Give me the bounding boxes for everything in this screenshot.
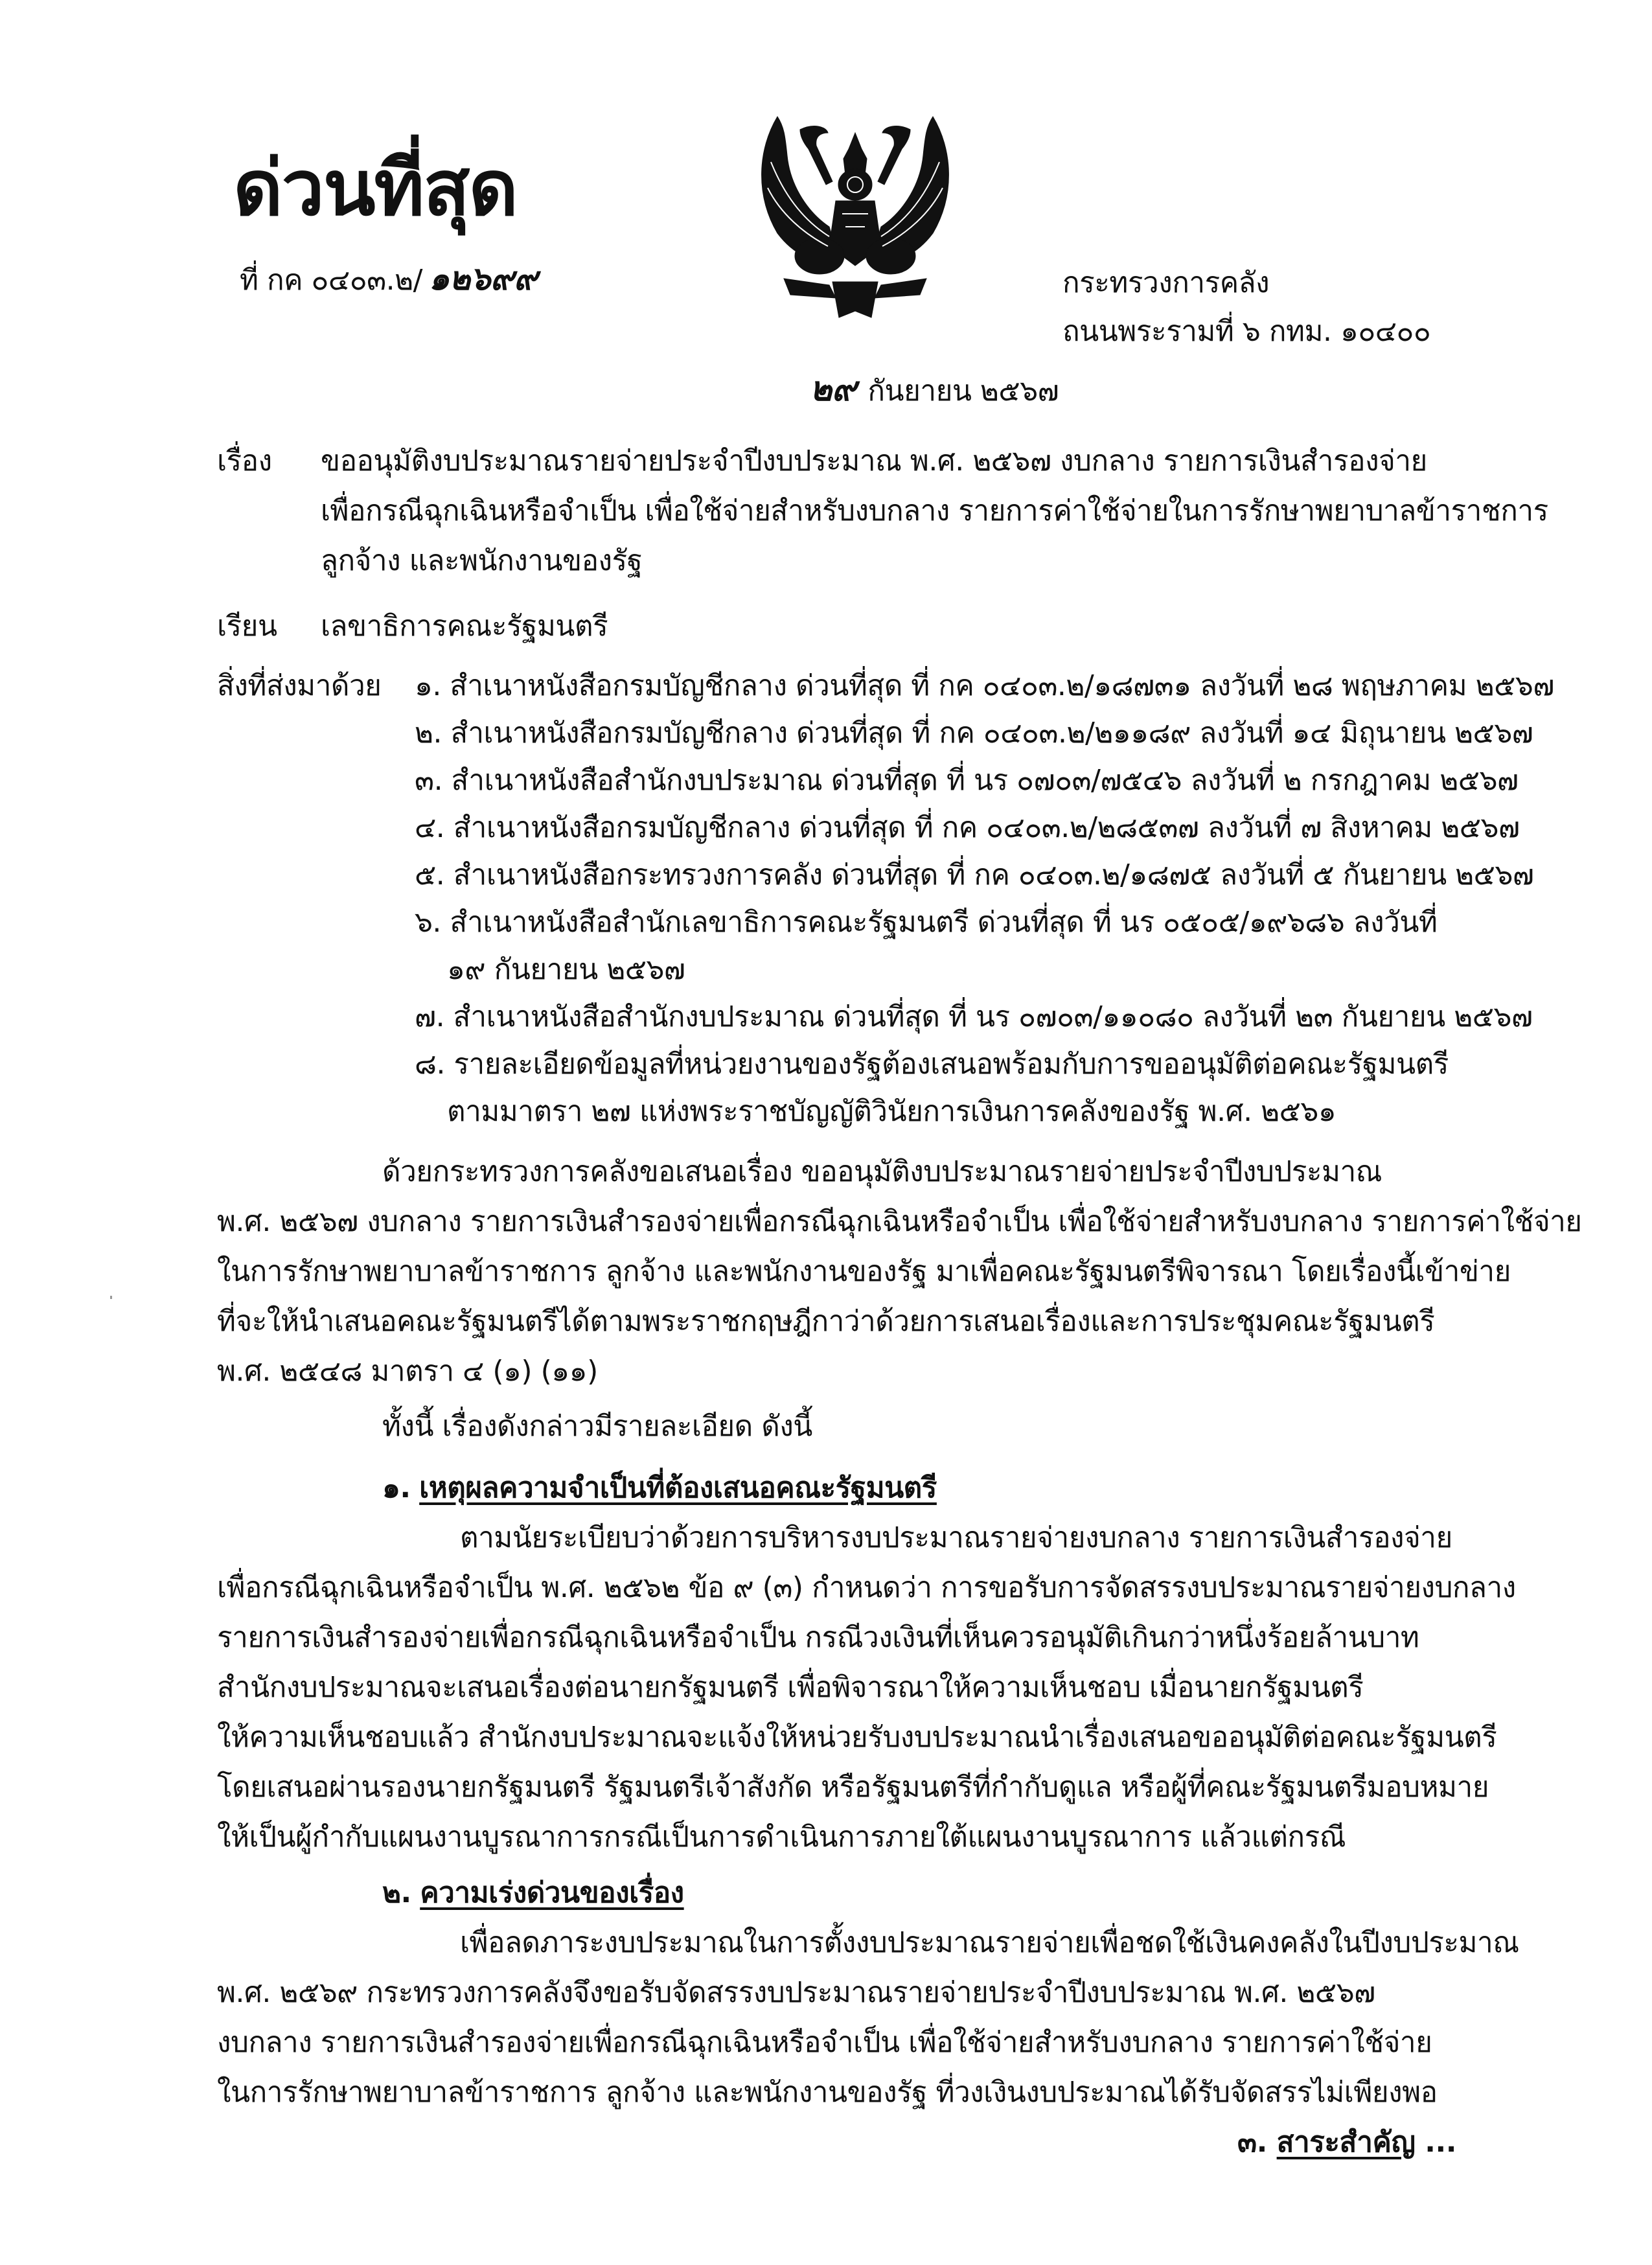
enclosures-label: สิ่งที่ส่งมาด้วย [217,669,382,702]
date-day-handwritten: ๒๙ [810,369,856,409]
enclosure-item: ๘. รายละเอียดข้อมูลที่หน่วยงานของรัฐต้องเสนอพร้อมกับการขออนุมัติต่อคณะรัฐมนตรี [415,1048,1449,1081]
intro-line: ที่จะให้นำเสนอคณะรัฐมนตรีได้ตามพระราชกฤษฎีกาว่าด้วยการเสนอเรื่องและการประชุมคณะรัฐมนตรี [217,1305,1435,1338]
section-number: ๒. [382,1876,411,1909]
reference-number [240,259,538,297]
next-page-indicator [1237,2128,1456,2157]
recipient-label: เรียน [217,610,277,643]
document-date [810,369,1059,409]
recipient-name: เลขาธิการคณะรัฐมนตรี [321,610,608,643]
section-2-line: พ.ศ. ๒๕๖๙ กระทรวงการคลังจึงขอรับจัดสรรงบประมาณรายจ่ายประจำปีงบประมาณ พ.ศ. ๒๕๖๗ [217,1976,1375,2009]
section-1-line: โดยเสนอผ่านรองนายกรัฐมนตรี รัฐมนตรีเจ้าสังกัด หรือรัฐมนตรีที่กำกับดูแล หรือผู้ที่คณะรัฐมนตรีมอบหมาย [217,1771,1489,1804]
subject-line: ลูกจ้าง และพนักงานของรัฐ [321,544,643,577]
section-2-heading [382,1876,684,1909]
enclosure-item: ๗. สำเนาหนังสือสำนักงบประมาณ ด่วนที่สุด ที่ นร ๐๗๐๓/๑๑๐๘๐ ลงวันที่ ๒๓ กันยายน ๒๕๖๗ [415,1000,1533,1033]
reference-number-handwritten: ๑๒๖๙๙ [428,259,538,297]
section-2-line: ในการรักษาพยาบาลข้าราชการ ลูกจ้าง และพนักงานของรัฐ ที่วงเงินงบประมาณได้รับจัดสรรไม่เพียงพอ [217,2076,1438,2109]
section-title: ความเร่งด่วนของเรื่อง [420,1876,684,1909]
subject-label: เรื่อง [217,444,272,477]
section-1-heading [382,1471,937,1504]
intro-line: ด้วยกระทรวงการคลังขอเสนอเรื่อง ขออนุมัติงบประมาณรายจ่ายประจำปีงบประมาณ [382,1155,1382,1188]
section-1-line: สำนักงบประมาณจะเสนอเรื่องต่อนายกรัฐมนตรี เพื่อพิจารณาให้ความเห็นชอบ เมื่อนายกรัฐมนตรี [217,1671,1364,1704]
subject-line: เพื่อกรณีฉุกเฉินหรือจำเป็น เพื่อใช้จ่ายสำหรับงบกลาง รายการค่าใช้จ่ายในการรักษาพยาบาลข้าราชการ [321,494,1548,527]
enclosure-item: ๖. สำเนาหนังสือสำนักเลขาธิการคณะรัฐมนตรี ด่วนที่สุด ที่ นร ๐๕๐๕/๑๙๖๘๖ ลงวันที่ [415,906,1438,939]
date-month-year: กันยายน ๒๕๖๗ [867,374,1059,408]
enclosure-item: ๔. สำเนาหนังสือกรมบัญชีกลาง ด่วนที่สุด ที่ กค ๐๔๐๓.๒/๒๘๕๓๗ ลงวันที่ ๗ สิงหาคม ๒๕๖๗ [415,811,1520,844]
intro-line: พ.ศ. ๒๕๖๗ งบกลาง รายการเงินสำรองจ่ายเพื่อกรณีฉุกเฉินหรือจำเป็น เพื่อใช้จ่ายสำหรับงบกลาง รายการค่าใช้จ่าย [217,1205,1582,1238]
reference-prefix: ที่ กค ๐๔๐๓.๒/ [240,264,422,297]
urgency-stamp: ด่วนที่สุด [233,143,517,233]
ministry-address: ถนนพระรามที่ ๖ กทม. ๑๐๔๐๐ [1062,315,1431,348]
intro-line: พ.ศ. ๒๕๔๘ มาตรา ๔ (๑) (๑๑) [217,1355,598,1388]
section-1-line: ตามนัยระเบียบว่าด้วยการบริหารงบประมาณรายจ่ายงบกลาง รายการเงินสำรองจ่าย [460,1521,1452,1554]
scan-speck [110,1296,112,1299]
enclosure-item: ๑. สำเนาหนังสือกรมบัญชีกลาง ด่วนที่สุด ที่ กค ๐๔๐๓.๒/๑๘๗๓๑ ลงวันที่ ๒๘ พฤษภาคม ๒๕๖๗ [415,669,1554,702]
next-section-title: สาระสำคัญ [1276,2126,1416,2159]
section-number: ๑. [382,1471,411,1504]
enclosure-item-continuation: ตามมาตรา ๒๗ แห่งพระราชบัญญัติวินัยการเงินการคลังของรัฐ พ.ศ. ๒๕๖๑ [447,1095,1337,1128]
section-1-line: รายการเงินสำรองจ่ายเพื่อกรณีฉุกเฉินหรือจำเป็น กรณีวงเงินที่เห็นควรอนุมัติเกินกว่าหนึ่งร้อยล้านบาท [217,1621,1419,1654]
section-title: เหตุผลความจำเป็นที่ต้องเสนอคณะรัฐมนตรี [419,1471,937,1504]
details-intro: ทั้งนี้ เรื่องดังกล่าวมีรายละเอียด ดังนี้ [382,1410,812,1443]
enclosure-item-continuation: ๑๙ กันยายน ๒๕๖๗ [447,953,685,986]
section-2-line: งบกลาง รายการเงินสำรองจ่ายเพื่อกรณีฉุกเฉินหรือจำเป็น เพื่อใช้จ่ายสำหรับงบกลาง รายการค่าใช้จ่าย [217,2026,1432,2059]
subject-line: ขออนุมัติงบประมาณรายจ่ายประจำปีงบประมาณ พ.ศ. ๒๕๖๗ งบกลาง รายการเงินสำรองจ่าย [321,444,1427,477]
continuation-mark: ... [1425,2126,1456,2159]
section-1-line: ให้ความเห็นชอบแล้ว สำนักงบประมาณจะแจ้งให้หน่วยรับงบประมาณนำเรื่องเสนอขออนุมัติต่อคณะรัฐมนตรี [217,1721,1497,1754]
section-1-line: เพื่อกรณีฉุกเฉินหรือจำเป็น พ.ศ. ๒๕๖๒ ข้อ ๙ (๓) กำหนดว่า การขอรับการจัดสรรงบประมาณรายจ่ายงบกลาง [217,1571,1516,1604]
enclosure-item: ๓. สำเนาหนังสือสำนักงบประมาณ ด่วนที่สุด ที่ นร ๐๗๐๓/๗๕๔๖ ลงวันที่ ๒ กรกฎาคม ๒๕๖๗ [415,764,1519,797]
next-section-number: ๓. [1237,2126,1267,2159]
ministry-name: กระทรวงการคลัง [1062,266,1270,299]
enclosure-item: ๒. สำเนาหนังสือกรมบัญชีกลาง ด่วนที่สุด ที่ กค ๐๔๐๓.๒/๒๑๑๘๙ ลงวันที่ ๑๔ มิถุนายน ๒๕๖๗ [415,717,1533,750]
section-1-line: ให้เป็นผู้กำกับแผนงานบูรณาการกรณีเป็นการดำเนินการภายใต้แผนงานบูรณาการ แล้วแต่กรณี [217,1821,1346,1854]
enclosure-item: ๕. สำเนาหนังสือกระทรวงการคลัง ด่วนที่สุด ที่ กค ๐๔๐๓.๒/๑๘๗๕ ลงวันที่ ๕ กันยายน ๒๕๖๗ [415,858,1534,891]
garuda-emblem-icon [751,97,959,321]
section-2-line: เพื่อลดภาระงบประมาณในการตั้งงบประมาณรายจ่ายเพื่อชดใช้เงินคงคลังในปีงบประมาณ [460,1926,1519,1959]
intro-line: ในการรักษาพยาบาลข้าราชการ ลูกจ้าง และพนักงานของรัฐ มาเพื่อคณะรัฐมนตรีพิจารณา โดยเรื่องนี้เข้าข่าย [217,1255,1511,1288]
